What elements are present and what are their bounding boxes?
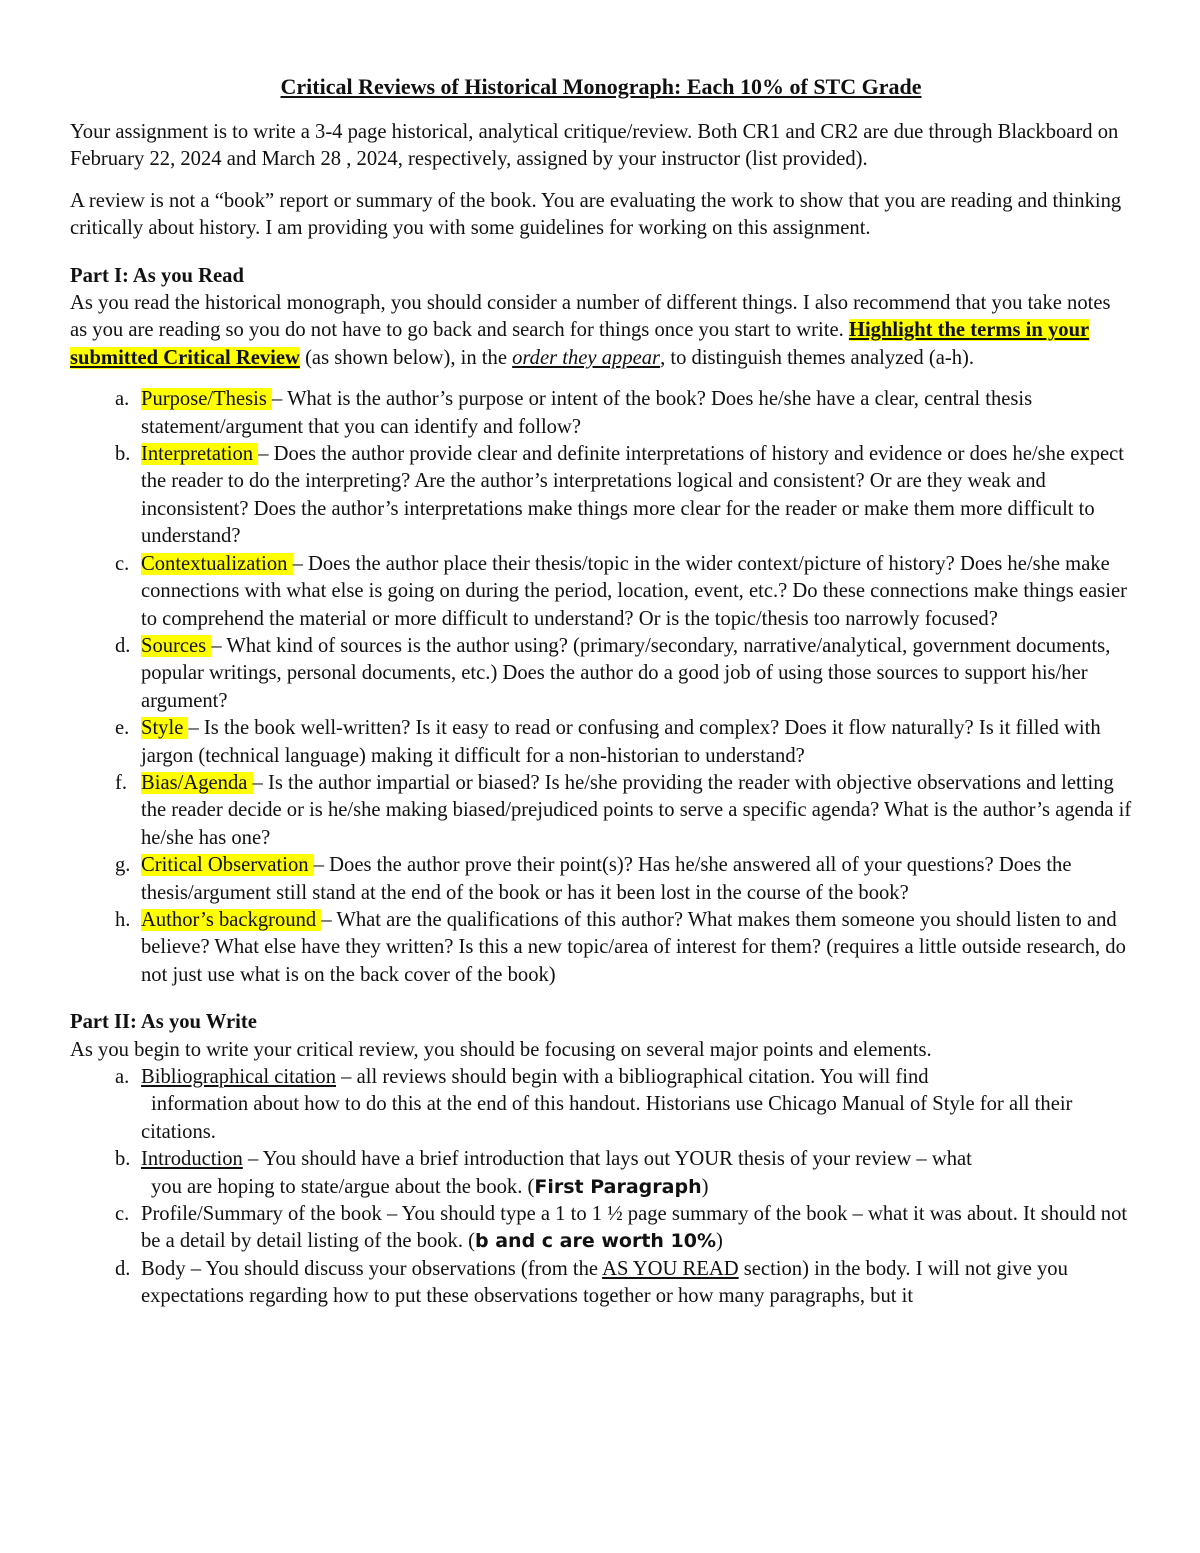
criterion-text: – Is the author impartial or biased? Is he/she providing the reader with objective observations and letting the reader decide or is he/she making biased/prejudiced points to serve a specific agenda? What is the author’s agenda if he/she has one? [141, 771, 1132, 849]
criterion-term: Critical Observation [141, 854, 314, 877]
criterion-term: Author’s background [141, 908, 322, 931]
introduction-term: Introduction [141, 1148, 243, 1171]
list-marker: c. [115, 552, 130, 575]
criterion-text: – What is the author’s purpose or intent of the book? Does he/she have a clear, central thesis statement/argument that you can identify and follow? [141, 388, 1033, 438]
element-text: – all reviews should begin with a bibliographical citation. You will find [336, 1066, 929, 1088]
criterion-text: – Is the book well-written? Is it easy to read or confusing and complex? Does it flow naturally? Is it filled with jargon (technical language) making it difficult for a non-historian to understand? [141, 717, 1101, 767]
list-item [70, 441, 1132, 551]
document-page [70, 72, 1132, 1311]
list-marker: d. [115, 1257, 131, 1280]
part2-heading: Part II: As you Write [70, 1011, 257, 1034]
list-item [70, 1256, 1132, 1311]
bibliographical-citation-term: Bibliographical citation [141, 1066, 337, 1088]
element-text: section) in the body. I will not give you expectations regarding how to put these observations together or how many paragraphs, but it [141, 1257, 1068, 1308]
write-elements-list [70, 1064, 1132, 1311]
order-they-appear: order they appear [512, 346, 661, 369]
list-marker: d. [115, 634, 131, 657]
part2-intro: As you begin to write your critical review, you should be focusing on several major points and elements. [70, 1038, 932, 1061]
part1-text-1: As you read the historical monograph, you should consider a number of different things. I also recommend that you take notes as you are reading so you do not have to go back and search for things once you start to write. [70, 292, 1111, 342]
highlight-instruction: Highlight the terms in your submitted Critical Review [70, 319, 1090, 369]
list-marker: a. [115, 1066, 130, 1088]
element-text: – You should have a brief introduction that lays out YOUR thesis of your review – what [242, 1148, 972, 1171]
paren-open: ( [527, 1175, 535, 1198]
read-criteria-list [70, 386, 1132, 989]
part1-text-2: (as shown below), in the [299, 346, 513, 369]
list-item [70, 852, 1132, 907]
element-text: you are hoping to state/argue about the book. [151, 1175, 528, 1198]
criterion-text: – Does the author place their thesis/topic in the wider context/picture of history? Does he/she make connections with what else is going on during the period, location, event, etc.? Do these connections make things easier to comprehend the material or more difficult to understand? Or is the topic/thesis too narrowly focused? [141, 552, 1127, 630]
list-item [70, 551, 1132, 633]
element-text: Body – You should discuss your observations (from the [141, 1257, 603, 1280]
as-you-read-reference: AS YOU READ [602, 1257, 739, 1280]
list-marker: b. [115, 443, 131, 466]
criterion-text: – Does the author provide clear and definite interpretations of history and evidence or does he/she expect the reader to do the interpreting? Are the author’s interpretations logical and consistent? Or are they weak and inconsistent? Does the author’s interpretations make things more clear for the reader or make them more difficult to understand? [141, 443, 1124, 548]
criterion-term: Style [141, 717, 189, 740]
list-item [70, 633, 1132, 715]
paren-close: ) [701, 1175, 709, 1198]
list-item [70, 1201, 1132, 1256]
criterion-term: Sources [141, 634, 212, 657]
paren-open: ( [468, 1230, 475, 1253]
list-marker: g. [115, 854, 131, 877]
criterion-text: – What kind of sources is the author using? (primary/secondary, narrative/analytical, government documents, popular writings, personal documents, etc.) Does the author do a good job of using those sources to support his/her argument? [141, 634, 1111, 712]
list-marker: h. [115, 908, 131, 931]
part1-heading: Part I: As you Read [70, 264, 244, 287]
criterion-term: Contextualization [141, 552, 293, 575]
first-paragraph-note: First Paragraph [534, 1175, 702, 1198]
list-marker: a. [115, 388, 130, 411]
list-item [70, 715, 1132, 770]
list-item [70, 907, 1132, 989]
list-marker: c. [115, 1203, 130, 1226]
worth-note: b and c are worth 10% [475, 1230, 717, 1253]
list-item [70, 770, 1132, 852]
element-text: Profile/Summary of the book – You should type a 1 to 1 ½ page summary of the book – what it was about. It should not be a detail by detail listing of the book. [141, 1203, 1128, 1253]
part1-text-3: , to distinguish themes analyzed (a-h). [660, 346, 975, 369]
criterion-text: – Does the author prove their point(s)? Has he/she answered all of your questions? Does the thesis/argument still stand at the end of the book or has it been lost in the course of the book? [141, 854, 1072, 904]
part1-intro [70, 290, 1132, 372]
list-marker: b. [115, 1148, 131, 1171]
list-item [70, 1146, 1132, 1201]
page-title: Critical Reviews of Historical Monograph: Each 10% of STC Grade [280, 74, 922, 99]
list-marker: f. [115, 771, 128, 794]
list-marker: e. [115, 717, 130, 740]
criterion-term: Interpretation [141, 443, 259, 466]
list-item [70, 1064, 1132, 1146]
criterion-term: Purpose/Thesis [141, 388, 272, 411]
element-text: information about how to do this at the end of this handout. Historians use Chicago Manual of Style for all their citations. [141, 1093, 1073, 1143]
criterion-text: – What are the qualifications of this author? What makes them someone you should listen to and believe? What else have they written? Is this a new topic/area of interest for them? (requires a little outside research, do not just use what is on the back cover of the book) [141, 908, 1126, 986]
list-item [70, 386, 1132, 441]
criterion-term: Bias/Agenda [141, 771, 253, 794]
intro-paragraph: Your assignment is to write a 3-4 page historical, analytical critique/review. Both CR1 and CR2 are due through Blackboard on February 22, 2024 and March 28 , 2024, respectively, assigned by your instructor (list provided). [70, 121, 1119, 171]
paren-close: ) [716, 1230, 723, 1253]
review-paragraph: A review is not a “book” report or summary of the book. You are evaluating the work to show that you are reading and thinking critically about history. I am providing you with some guidelines for working on this assignment. [70, 189, 1122, 240]
